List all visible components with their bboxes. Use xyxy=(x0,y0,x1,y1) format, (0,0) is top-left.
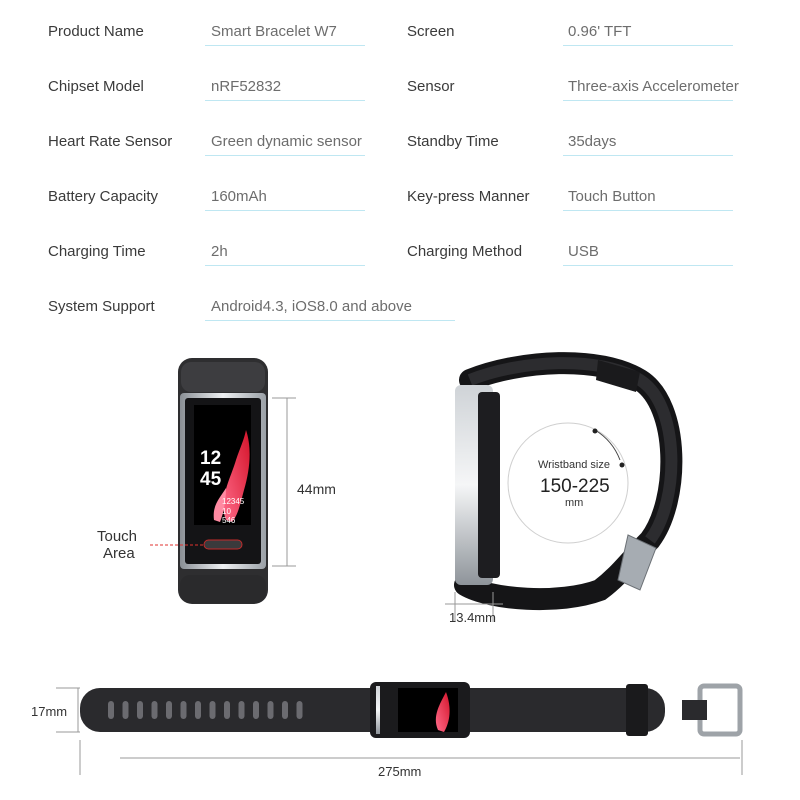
screen-hour: 12 xyxy=(200,448,222,469)
spec-label-charging-method: Charging Method xyxy=(407,243,523,260)
wristband-size-unit: mm xyxy=(565,497,584,509)
strap-hole xyxy=(137,701,143,719)
spec-label-system-support: System Support xyxy=(48,298,155,315)
strap-hole xyxy=(253,701,259,719)
strap-hole xyxy=(152,701,158,719)
spec-value-screen: 0.96' TFT xyxy=(568,23,632,40)
screen-minute: 45 xyxy=(200,469,222,490)
wristband-size-range: 150-225 xyxy=(540,476,610,497)
strap-hole xyxy=(268,701,274,719)
strap-hole xyxy=(297,701,303,719)
wristband-size-title: Wristband size xyxy=(538,459,610,471)
spec-value-standby: 35days xyxy=(568,133,617,150)
spec-value-charging-method: USB xyxy=(568,243,599,260)
thickness-dimension-label: 13.4mm xyxy=(449,610,496,625)
spec-value-system-support: Android4.3, iOS8.0 and above xyxy=(211,298,412,315)
spec-value-product-name: Smart Bracelet W7 xyxy=(211,23,337,40)
length-dimension-label: 275mm xyxy=(378,764,422,779)
spec-value-key-press: Touch Button xyxy=(568,188,656,205)
spec-label-battery: Battery Capacity xyxy=(48,188,159,205)
strap-hole xyxy=(123,701,129,719)
spec-label-screen: Screen xyxy=(407,23,455,40)
spec-label-heart-rate: Heart Rate Sensor xyxy=(48,133,173,150)
spec-value-chipset: nRF52832 xyxy=(211,78,282,95)
screen-calories: 546 xyxy=(222,516,236,525)
spec-value-battery: 160mAh xyxy=(211,188,267,205)
spec-label-sensor: Sensor xyxy=(407,78,455,95)
strap-hole xyxy=(224,701,230,719)
spec-label-product-name: Product Name xyxy=(48,23,144,40)
strap-hole xyxy=(210,701,216,719)
spec-label-chipset: Chipset Model xyxy=(48,78,144,95)
strap-hole xyxy=(181,701,187,719)
strap-hole xyxy=(166,701,172,719)
strap-hole xyxy=(195,701,201,719)
spec-value-sensor: Three-axis Accelerometer xyxy=(568,78,739,95)
height-dimension-label: 44mm xyxy=(297,481,336,497)
spec-value-heart-rate: Green dynamic sensor xyxy=(211,133,362,150)
touch-area-label-2: Area xyxy=(103,545,135,562)
spec-label-standby: Standby Time xyxy=(407,133,499,150)
flat-keeper xyxy=(626,684,648,736)
spec-value-charging-time: 2h xyxy=(211,243,228,260)
strap-hole xyxy=(108,701,114,719)
bracelet-front-view xyxy=(178,358,268,604)
spec-label-charging-time: Charging Time xyxy=(48,243,146,260)
screen-steps: 12345 xyxy=(222,497,245,506)
width-dimension-label: 17mm xyxy=(31,704,68,719)
strap-hole xyxy=(282,701,288,719)
strap-hole xyxy=(239,701,245,719)
touch-area-label-1: Touch xyxy=(97,528,138,545)
bracelet-flat-view xyxy=(80,682,740,738)
screen-distance: 10 xyxy=(222,507,231,516)
spec-label-key-press: Key-press Manner xyxy=(407,188,530,205)
